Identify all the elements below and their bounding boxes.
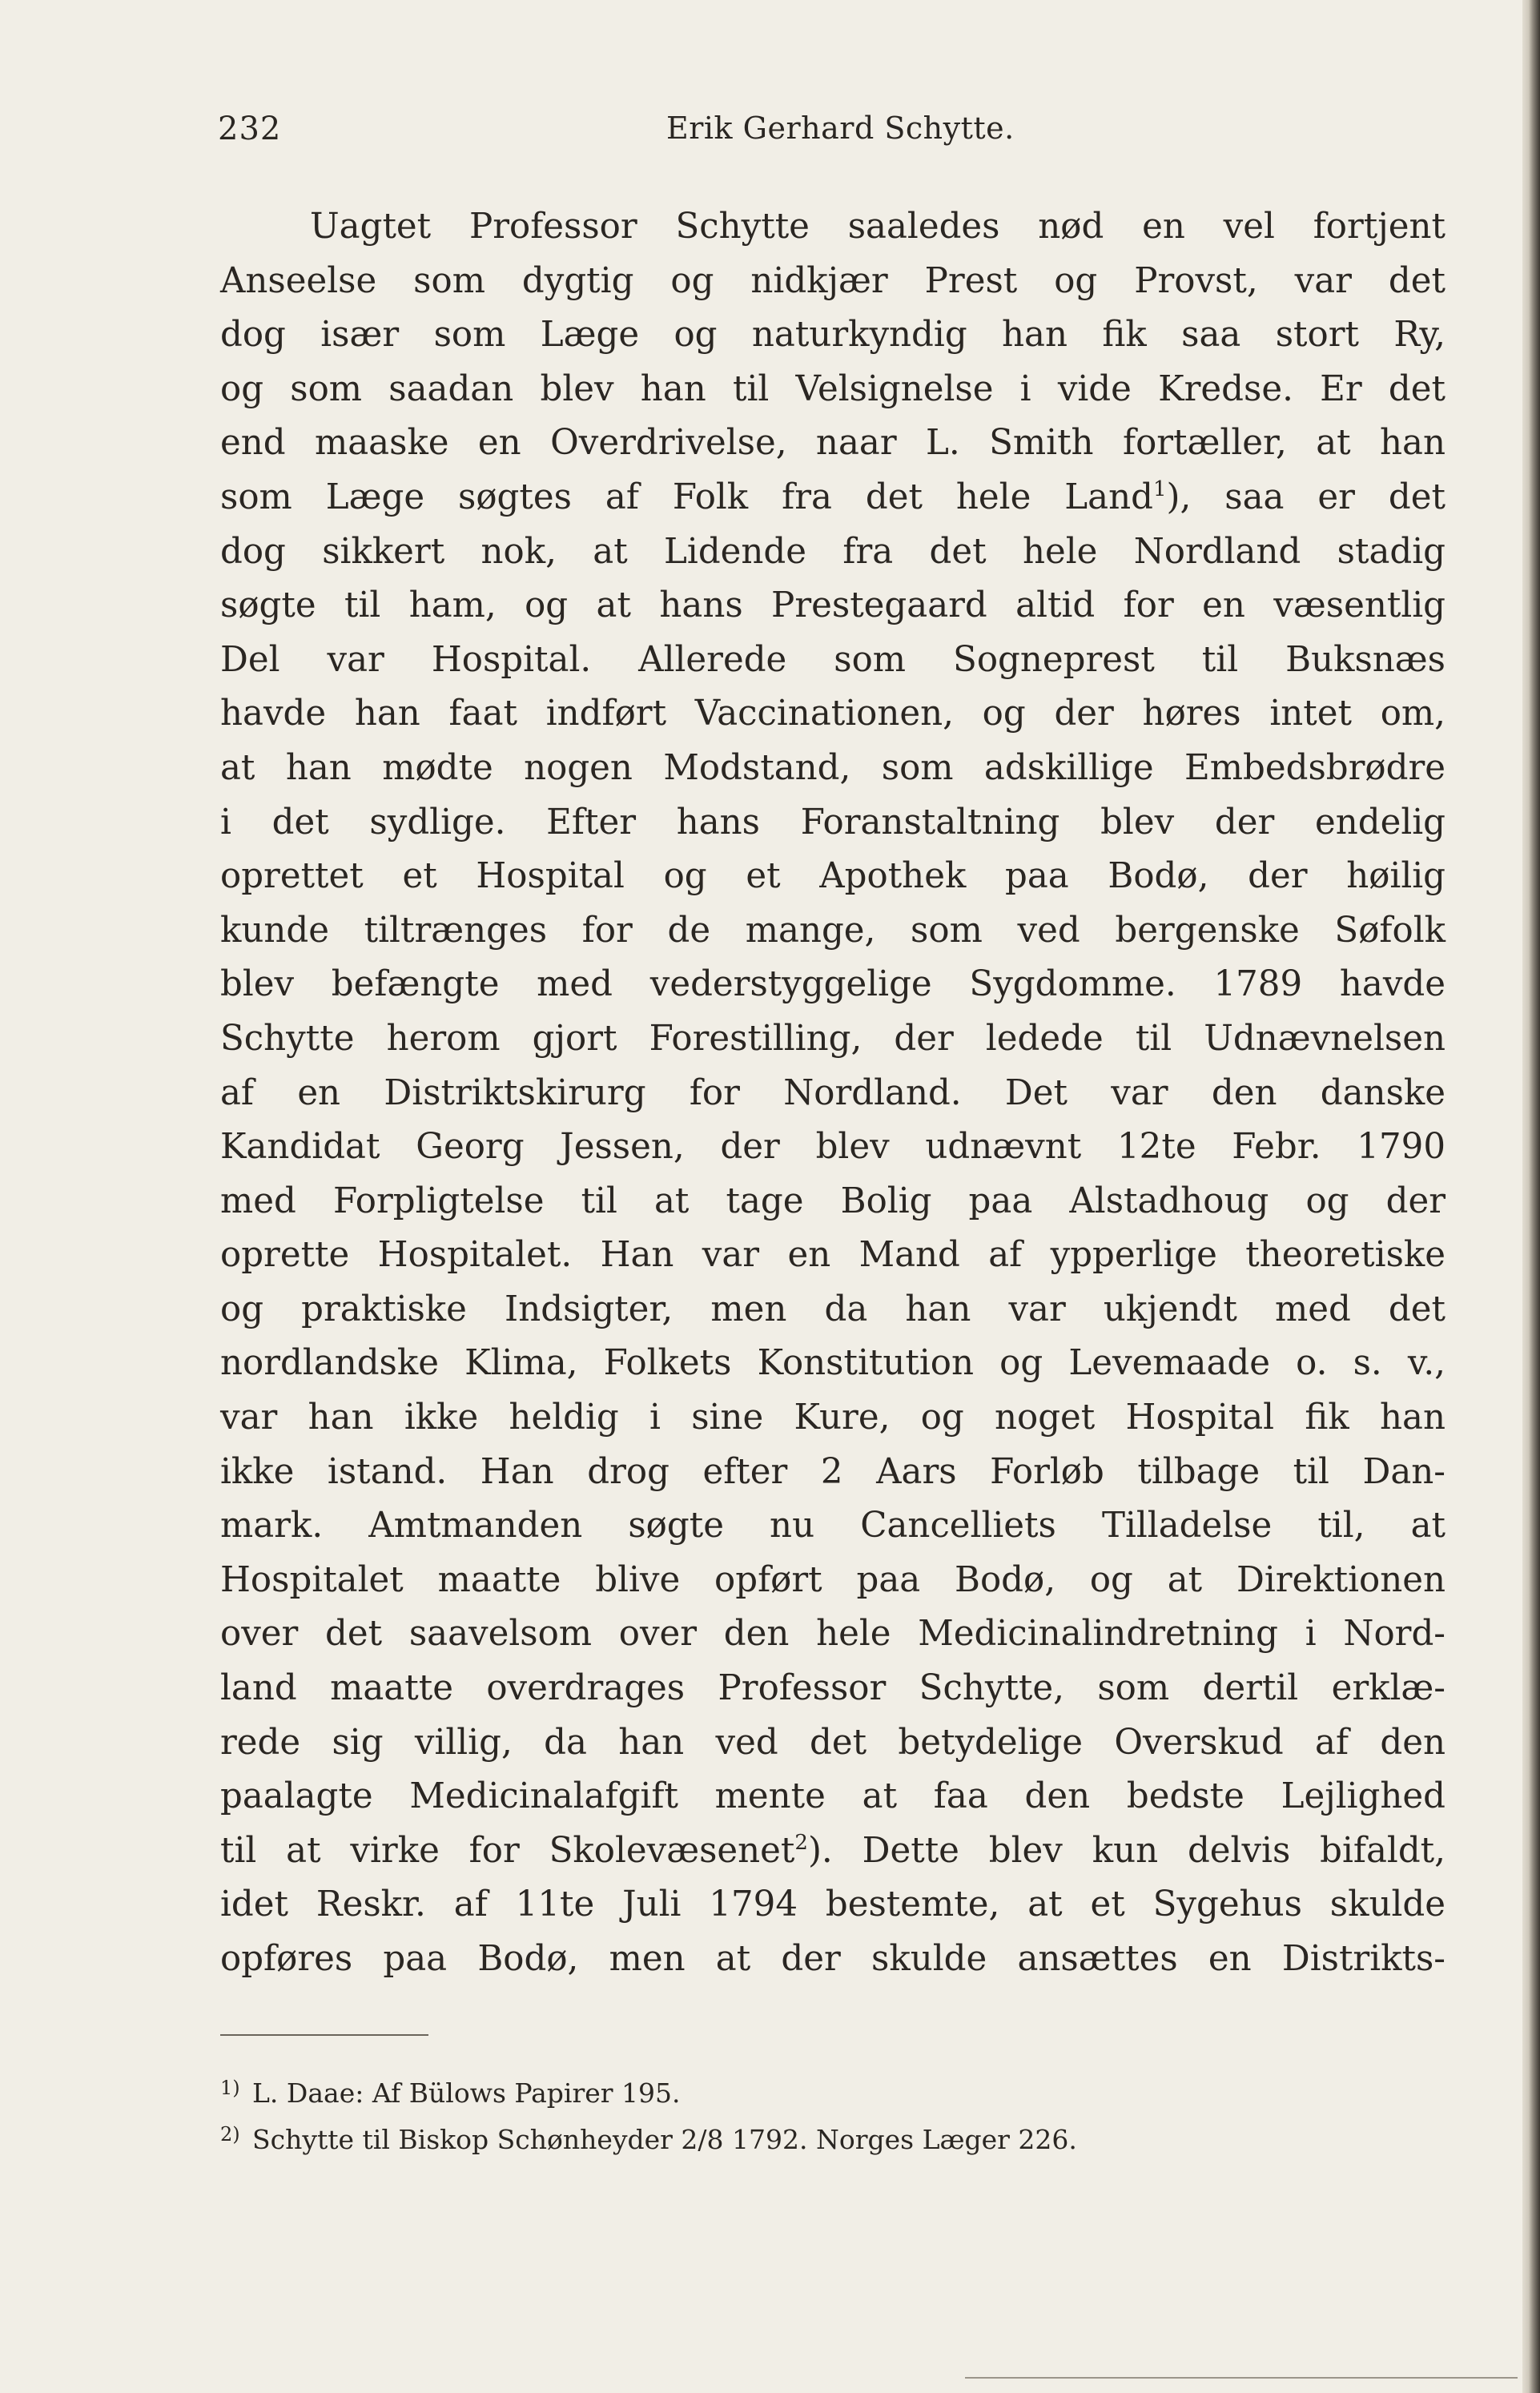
line-text: til at virke for Skolevæsenet: [220, 1830, 795, 1871]
text-line: [220, 1824, 1446, 1879]
text-line: end maaske en Overdrivelse, naar L. Smith fortæller, at han: [220, 423, 1446, 464]
text-line: af en Distriktskirurg for Nordland. Det var den danske: [220, 1072, 1446, 1113]
text-line: nordlandske Klima, Folkets Konstitution og Levemaade o. s. v.,: [220, 1343, 1446, 1384]
page-edge-shadow: [1522, 0, 1540, 2393]
footnote-text: Schytte til Biskop Schønheyder 2/8 1792. Norges Læger 226.: [252, 2124, 1077, 2155]
text-line: var han ikke heldig i sine Kure, og noget Hospital fik han: [220, 1398, 1446, 1438]
footnote-ref: 1: [1152, 477, 1167, 501]
text-line: kunde tiltrænges for de mange, som ved bergenske Søfolk: [220, 910, 1446, 951]
text-line: mark. Amtmanden søgte nu Cancelliets Tilladelse til, at: [220, 1506, 1446, 1546]
scan-mark: [965, 2377, 1518, 2379]
text-line: Anseelse som dygtig og nidkjær Prest og Provst, var det: [220, 260, 1446, 301]
footnote: [220, 2111, 1421, 2158]
footnote-divider: [220, 2034, 428, 2036]
running-head: Erik Gerhard Schytte.: [666, 111, 1015, 146]
text-line: med Forpligtelse til at tage Bolig paa Alstadhoug og der: [220, 1180, 1446, 1221]
text-line: i det sydlige. Efter hans Foranstaltning blev der endelig: [220, 802, 1446, 843]
footnote-ref: 2: [794, 1830, 808, 1855]
text-line: søgte til ham, og at hans Prestegaard altid for en væsentlig: [220, 585, 1446, 626]
text-line: blev befængte med vederstyggelige Sygdomme. 1789 havde: [220, 964, 1446, 1005]
text-line: opføres paa Bodø, men at der skulde ansættes en Distrikts-: [220, 1939, 1446, 1979]
text-line: Hospitalet maatte blive opført paa Bodø, og at Direktionen: [220, 1559, 1446, 1600]
body-paragraph: [220, 200, 1446, 1987]
text-line: dog især som Læge og naturkyndig han fik saa stort Ry,: [220, 315, 1446, 356]
text-line: land maatte overdrages Professor Schytte, som dertil erklæ-: [220, 1668, 1446, 1709]
page-header: [218, 111, 1451, 159]
text-line: Del var Hospital. Allerede som Sogneprest til Buksnæs: [220, 639, 1446, 680]
text-line: at han mødte nogen Modstand, som adskillige Embedsbrødre: [220, 747, 1446, 788]
text-line: ikke istand. Han drog efter 2 Aars Forløb tilbage til Dan-: [220, 1451, 1446, 1492]
text-line: havde han faat indført Vaccinationen, og der høres intet om,: [220, 694, 1446, 734]
footnote-mark: 1): [220, 2077, 240, 2099]
line-text: ), saa er det: [1166, 477, 1446, 517]
line-text: som Læge søgtes af Folk fra det hele Land: [220, 477, 1153, 517]
text-line: oprettet et Hospital og et Apothek paa Bodø, der høilig: [220, 856, 1446, 897]
footnote-text: L. Daae: Af Bülows Papirer 195.: [252, 2077, 681, 2109]
text-line: og praktiske Indsigter, men da han var ukjendt med det: [220, 1289, 1446, 1329]
text-line: oprette Hospitalet. Han var en Mand af ypperlige theoretiske: [220, 1235, 1446, 1276]
footnote-mark: 2): [220, 2123, 240, 2146]
text-line: Uagtet Professor Schytte saaledes nød en vel fortjent: [310, 207, 1446, 247]
text-line: over det saavelsom over den hele Medicinalindretning i Nord-: [220, 1614, 1446, 1655]
text-line: og som saadan blev han til Velsignelse i vide Kredse. Er det: [220, 368, 1446, 409]
page-number: 232: [218, 111, 282, 147]
line-text: ). Dette blev kun delvis bifaldt,: [807, 1830, 1446, 1871]
text-line: dog sikkert nok, at Lidende fra det hele Nordland stadig: [220, 531, 1446, 572]
text-line: [220, 471, 1446, 525]
text-line: paalagte Medicinalafgift mente at faa den bedste Lejlighed: [220, 1776, 1446, 1817]
text-line: Schytte herom gjort Forestilling, der ledede til Udnævnelsen: [220, 1018, 1446, 1059]
text-line: rede sig villig, da han ved det betydelige Overskud af den: [220, 1722, 1446, 1763]
footnotes: [220, 2065, 1421, 2158]
text-line: idet Reskr. af 11te Juli 1794 bestemte, at et Sygehus skulde: [220, 1884, 1446, 1925]
text-line: Kandidat Georg Jessen, der blev udnævnt 12te Febr. 1790: [220, 1127, 1446, 1168]
footnote: [220, 2065, 1421, 2111]
